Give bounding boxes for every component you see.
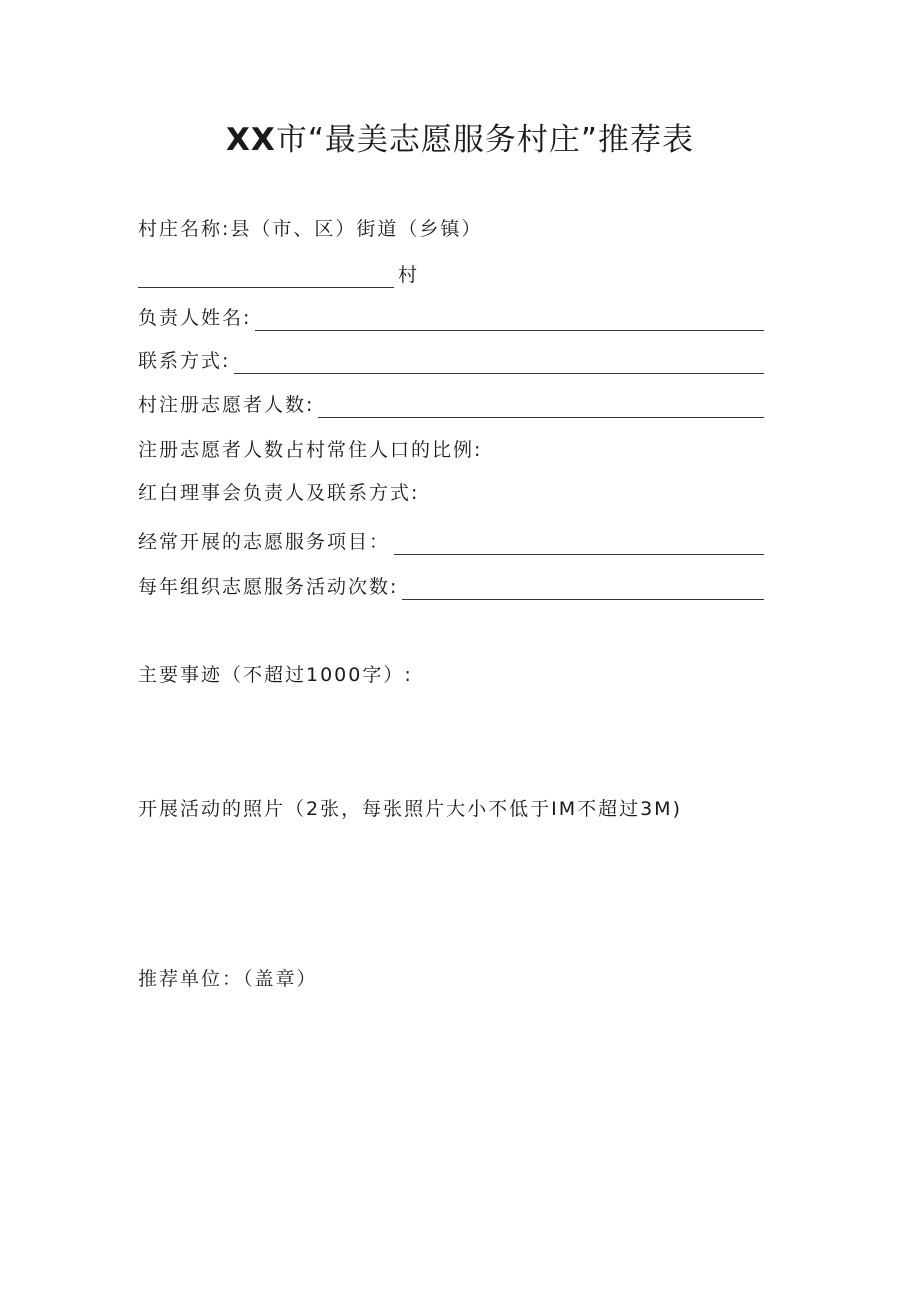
annual-activities-row bbox=[138, 574, 764, 600]
service-projects-label: 经常开展的志愿服务项目： bbox=[138, 531, 391, 553]
page-title bbox=[0, 118, 920, 162]
service-projects-blank[interactable] bbox=[394, 532, 764, 555]
title-prefix: XX bbox=[226, 122, 276, 158]
contact-row bbox=[138, 348, 764, 374]
annual-activities-label: 每年组织志愿服务活动次数: bbox=[138, 576, 399, 598]
registered-volunteers-blank[interactable] bbox=[318, 395, 764, 418]
village-suffix: 村 bbox=[398, 264, 420, 286]
contact-blank[interactable] bbox=[234, 351, 764, 374]
registered-volunteers-row bbox=[138, 392, 764, 418]
leader-name-row bbox=[138, 305, 764, 331]
village-name-label: 村庄名称:县（市、区）街道（乡镇） bbox=[138, 218, 483, 240]
contact-label: 联系方式: bbox=[138, 350, 231, 372]
recommender-heading: 推荐单位：（盖章） bbox=[138, 968, 318, 990]
council-leader-label: 红白理事会负责人及联系方式: bbox=[138, 482, 420, 504]
registered-volunteers-label: 村注册志愿者人数: bbox=[138, 394, 315, 416]
volunteer-ratio-label: 注册志愿者人数占村常住人口的比例: bbox=[138, 439, 483, 461]
annual-activities-blank[interactable] bbox=[402, 577, 764, 600]
leader-name-label: 负责人姓名: bbox=[138, 307, 252, 329]
service-projects-row bbox=[138, 529, 764, 555]
village-name-row bbox=[138, 262, 419, 288]
photos-heading: 开展活动的照片（2张，每张照片大小不低于IM不超过3M) bbox=[138, 798, 682, 820]
village-name-blank[interactable] bbox=[138, 265, 394, 288]
main-deeds-heading: 主要事迹（不超过1000字）: bbox=[138, 664, 413, 686]
leader-name-blank[interactable] bbox=[255, 308, 764, 331]
title-text: 市“最美志愿服务村庄”推荐表 bbox=[275, 122, 694, 158]
